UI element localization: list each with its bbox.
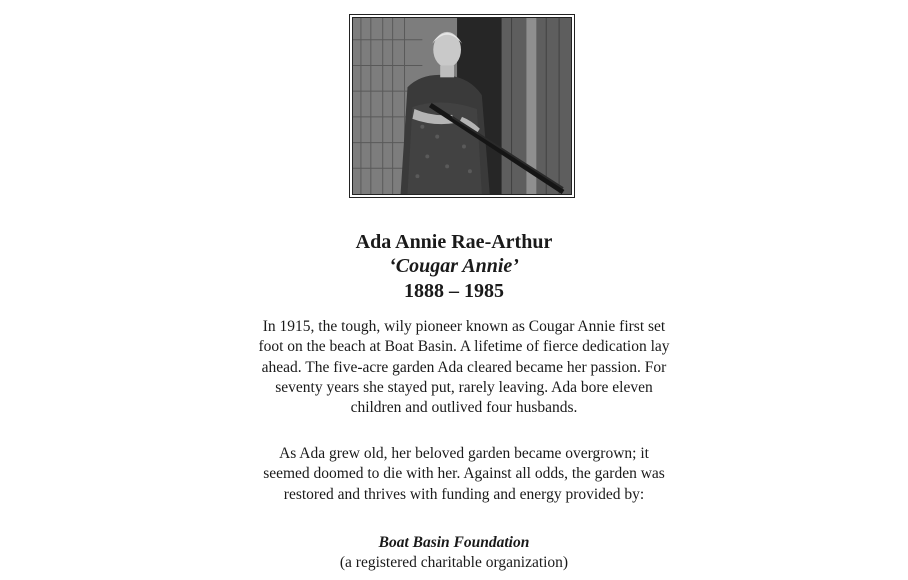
biography-paragraph-1: In 1915, the tough, wily pioneer known as Cougar Annie first set foot on the beach at Boat Basin. A lifetime of fierce dedication lay ahead. The five-acre garden Ada cleared became her passion. For seventy years she stayed put, rarely leaving. Ada bore eleven children and outlived four husbands. <box>258 318 670 417</box>
life-years: 1888 – 1985 <box>404 280 504 302</box>
person-name: Ada Annie Rae-Arthur <box>355 231 553 253</box>
person-nickname: ‘Cougar Annie’ <box>389 255 519 277</box>
foundation-note: (a registered charitable organization) <box>339 554 569 571</box>
portrait-photo-frame <box>349 14 575 198</box>
biography-paragraph-2: As Ada grew old, her beloved garden became overgrown; it seemed doomed to die with her. Against all odds, the garden was restored and thrives with funding and energy provided by: <box>263 445 665 503</box>
portrait-photo-illustration <box>353 18 571 194</box>
portrait-photo <box>352 17 572 195</box>
foundation-name: Boat Basin Foundation <box>378 534 530 551</box>
